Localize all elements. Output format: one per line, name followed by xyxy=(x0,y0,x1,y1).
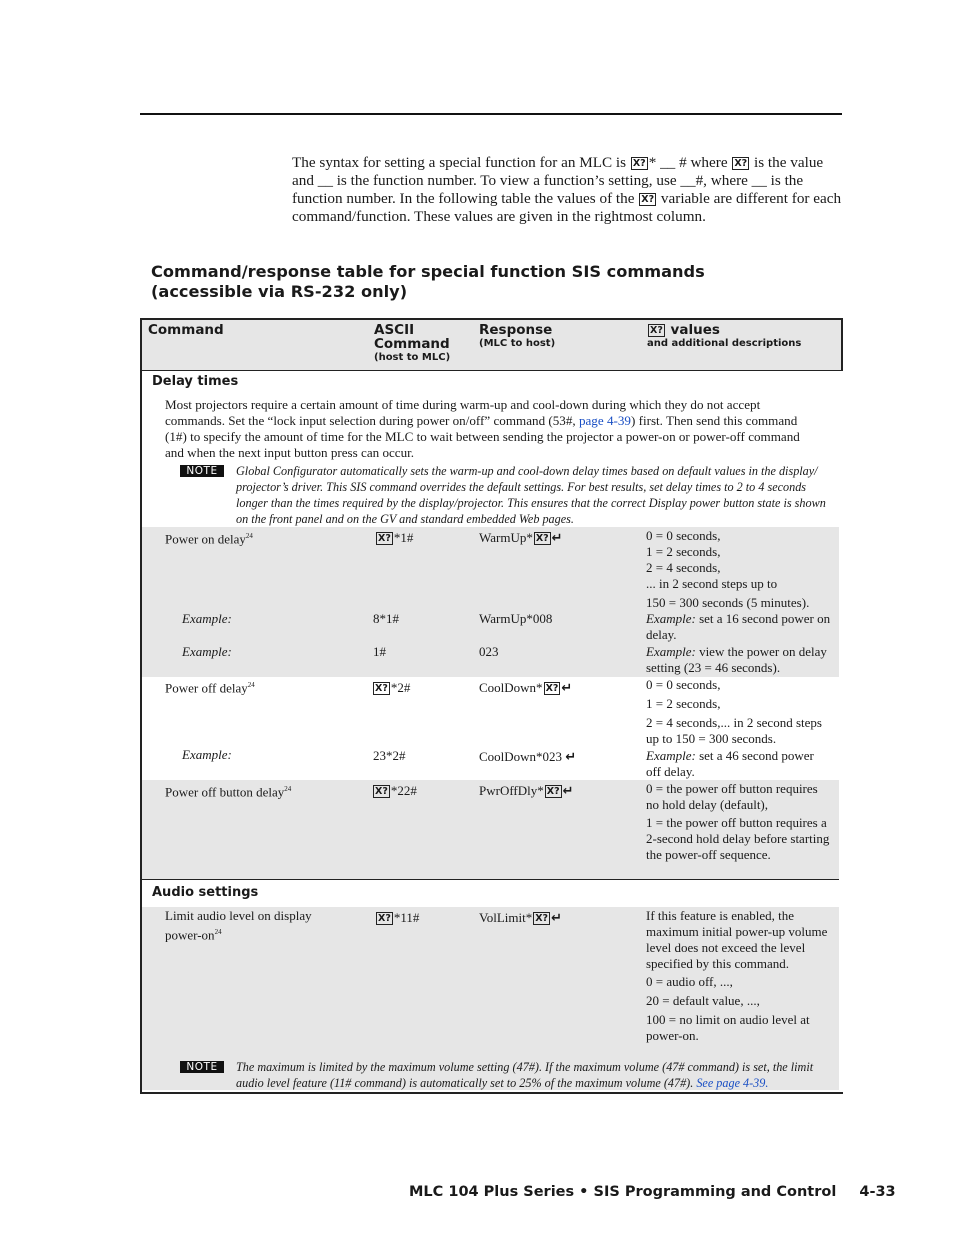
note-badge: NOTE xyxy=(180,1061,224,1073)
heading-line: (accessible via RS-232 only) xyxy=(151,282,408,301)
delay-description xyxy=(165,397,805,461)
example-cmd: 1# xyxy=(373,644,386,659)
heading-line: Command/response table for special function SIS commands xyxy=(151,262,705,281)
intro-text: is the value and __ is the function number. To view a function’s setting, use __#, where __ is the function number. In the following table the values of the xyxy=(292,154,824,207)
value-line: 2 = 4 seconds,... in 2 second steps up to 150 = 300 seconds. xyxy=(646,715,822,746)
example-cmd: 8*1# xyxy=(373,611,399,626)
intro-text: variable are different for each command/function. These values are given in the rightmost column. xyxy=(292,190,842,225)
button-delay-resp xyxy=(479,783,574,800)
example-value xyxy=(646,644,831,676)
x-variable-icon: X? xyxy=(650,325,663,336)
x-variable-icon: X? xyxy=(734,158,748,169)
section-divider xyxy=(142,879,839,880)
example-value xyxy=(646,748,831,780)
header-ascii-line: ASCII xyxy=(374,322,415,338)
delay-desc-text: ) first. Then send this command (1#) to specify the amount of time for the MLC to wait between sending the projector a power-on or power-off command and when the next input button press can occur. xyxy=(165,413,800,460)
example-resp xyxy=(479,749,576,766)
cell-text: view the power on delay setting (23 = 46 seconds). xyxy=(646,644,827,675)
example-resp: 023 xyxy=(479,644,499,659)
header-values-label: values xyxy=(670,322,720,338)
power-off-values xyxy=(646,677,831,747)
note-badge: NOTE xyxy=(180,465,224,477)
power-off-label xyxy=(165,677,255,696)
table-header xyxy=(142,318,843,371)
cell-text: CoolDown* xyxy=(479,680,543,695)
header-values-sub: and additional descriptions xyxy=(647,338,802,349)
audio-note xyxy=(236,1059,832,1091)
x-variable-icon: X? xyxy=(375,786,388,797)
page-link[interactable]: See page 4-39. xyxy=(696,1076,769,1090)
cell-text: Power on delay xyxy=(165,531,246,547)
header-response-label: Response xyxy=(479,322,553,338)
cell-text: power-on xyxy=(165,927,215,943)
x-variable-icon: X? xyxy=(546,786,560,797)
value-line: 150 = 300 seconds (5 minutes). xyxy=(646,595,810,610)
section-heading xyxy=(151,262,791,302)
cell-text: Power off button delay xyxy=(165,784,285,800)
cell-text: WarmUp* xyxy=(479,530,533,545)
value-line: If this feature is enabled, the maximum initial power-up volume level does not exceed the level specified by this command. xyxy=(646,908,828,971)
page-number: 4-33 xyxy=(859,1184,896,1200)
footnote-mark: 24 xyxy=(214,928,222,936)
cell-text: *2# xyxy=(390,680,411,695)
value-line: 1 = 2 seconds, xyxy=(646,696,721,711)
power-on-label xyxy=(165,528,253,547)
section-audio-title: Audio settings xyxy=(152,885,259,900)
note-text: The maximum is limited by the maximum volume setting (47#). If the maximum volume (47# command) is set, the limit audio level feature (11# command) is automatically set to 25% of the maximum volume (47#). xyxy=(236,1060,814,1090)
power-off-resp xyxy=(479,680,572,697)
x-variable-icon: X? xyxy=(535,913,549,924)
example-label: Example: xyxy=(646,748,696,763)
audio-cmd xyxy=(375,910,419,926)
cell-text: set a 46 second power off delay. xyxy=(646,748,814,779)
value-line: 100 = no limit on audio level at power-on. xyxy=(646,1012,810,1043)
value-line: 1 = 2 seconds, xyxy=(646,544,721,559)
audio-resp xyxy=(479,910,562,927)
cell-text: *22# xyxy=(390,783,417,798)
enter-icon: ↵ xyxy=(551,911,562,926)
button-delay-values xyxy=(646,781,831,863)
header-ascii xyxy=(374,323,450,364)
page-footer xyxy=(409,1184,896,1200)
x-variable-icon: X? xyxy=(632,158,646,169)
power-off-cmd xyxy=(372,680,410,696)
example-value xyxy=(646,611,831,643)
header-values xyxy=(647,323,801,350)
button-delay-cmd xyxy=(372,783,417,799)
example-resp: WarmUp*008 xyxy=(479,611,553,626)
enter-icon: ↵ xyxy=(562,784,574,799)
section-delay-title: Delay times xyxy=(152,374,239,389)
example-label: Example: xyxy=(646,644,696,659)
value-line: 0 = the power off button requires no hold delay (default), xyxy=(646,781,818,812)
x-variable-icon: X? xyxy=(378,533,391,544)
x-variable-icon: X? xyxy=(545,683,559,694)
footnote-mark: 24 xyxy=(247,681,255,689)
value-line: 0 = 0 seconds, xyxy=(646,677,721,692)
power-on-cmd xyxy=(375,530,413,546)
audio-values xyxy=(646,908,831,1044)
button-delay-label xyxy=(165,781,291,800)
example-label: Example: xyxy=(182,644,232,659)
top-rule xyxy=(140,113,842,115)
footnote-mark: 24 xyxy=(284,785,292,793)
header-ascii-sub: (host to MLC) xyxy=(374,352,451,363)
cell-text: VolLimit* xyxy=(479,910,533,925)
header-response xyxy=(479,323,555,350)
enter-icon: ↵ xyxy=(565,750,577,765)
cell-text: Power off delay xyxy=(165,680,248,696)
power-on-resp xyxy=(479,530,563,547)
intro-paragraph xyxy=(292,154,844,226)
footnote-mark: 24 xyxy=(245,532,253,540)
audio-label xyxy=(165,908,345,943)
value-line: 0 = audio off, ..., xyxy=(646,974,733,989)
example-label: Example: xyxy=(646,611,696,626)
x-variable-icon: X? xyxy=(641,194,655,205)
delay-desc-text: Most projectors require a certain amount of time during warm-up and cool-down during which they do not accept commands. Set the “lock input selection during power on/off” command (53#, xyxy=(165,397,761,428)
power-on-values xyxy=(646,528,831,611)
cell-text: set a 16 second power on delay. xyxy=(646,611,831,642)
value-line: 20 = default value, ..., xyxy=(646,993,760,1008)
x-variable-icon: X? xyxy=(375,683,388,694)
example-cmd: 23*2# xyxy=(373,748,406,763)
value-line: ... in 2 second steps up to xyxy=(646,576,778,591)
x-variable-icon: X? xyxy=(535,533,549,544)
example-label: Example: xyxy=(182,747,232,762)
delay-note: Global Configurator automatically sets the warm-up and cool-down delay times based on default values in the display/ projector’s driver. This SIS command overrides the default settings. For best results, set delay times to 2 to 4 seconds longer than the times required by the display/projector. This ensures that the correct Display power button state is shown on the front panel and on the GV and standard embedded Web pages. xyxy=(236,464,826,526)
cell-text: CoolDown*023 xyxy=(479,749,563,764)
cell-text: *1# xyxy=(393,530,414,545)
footer-title: MLC 104 Plus Series • SIS Programming and Control xyxy=(409,1184,837,1200)
value-line: 1 = the power off button requires a 2-second hold delay before starting the power-off sequence. xyxy=(646,815,830,862)
cell-text: PwrOffDly* xyxy=(479,783,544,798)
value-line: 2 = 4 seconds, xyxy=(646,560,721,575)
enter-icon: ↵ xyxy=(561,681,573,696)
cell-text: *11# xyxy=(393,910,420,925)
cell-text: Limit audio level on display xyxy=(165,908,312,923)
value-line: 0 = 0 seconds, xyxy=(646,528,721,543)
header-ascii-line: Command xyxy=(374,336,450,352)
example-label: Example: xyxy=(182,611,232,626)
page-link[interactable]: page 4-39 xyxy=(578,413,631,428)
enter-icon: ↵ xyxy=(551,531,563,546)
x-variable-icon: X? xyxy=(378,913,391,924)
header-response-sub: (MLC to host) xyxy=(479,338,556,349)
intro-text: The syntax for setting a special function for an MLC is xyxy=(292,154,627,171)
header-command: Command xyxy=(148,322,224,338)
intro-text: * __ # where xyxy=(648,154,728,171)
